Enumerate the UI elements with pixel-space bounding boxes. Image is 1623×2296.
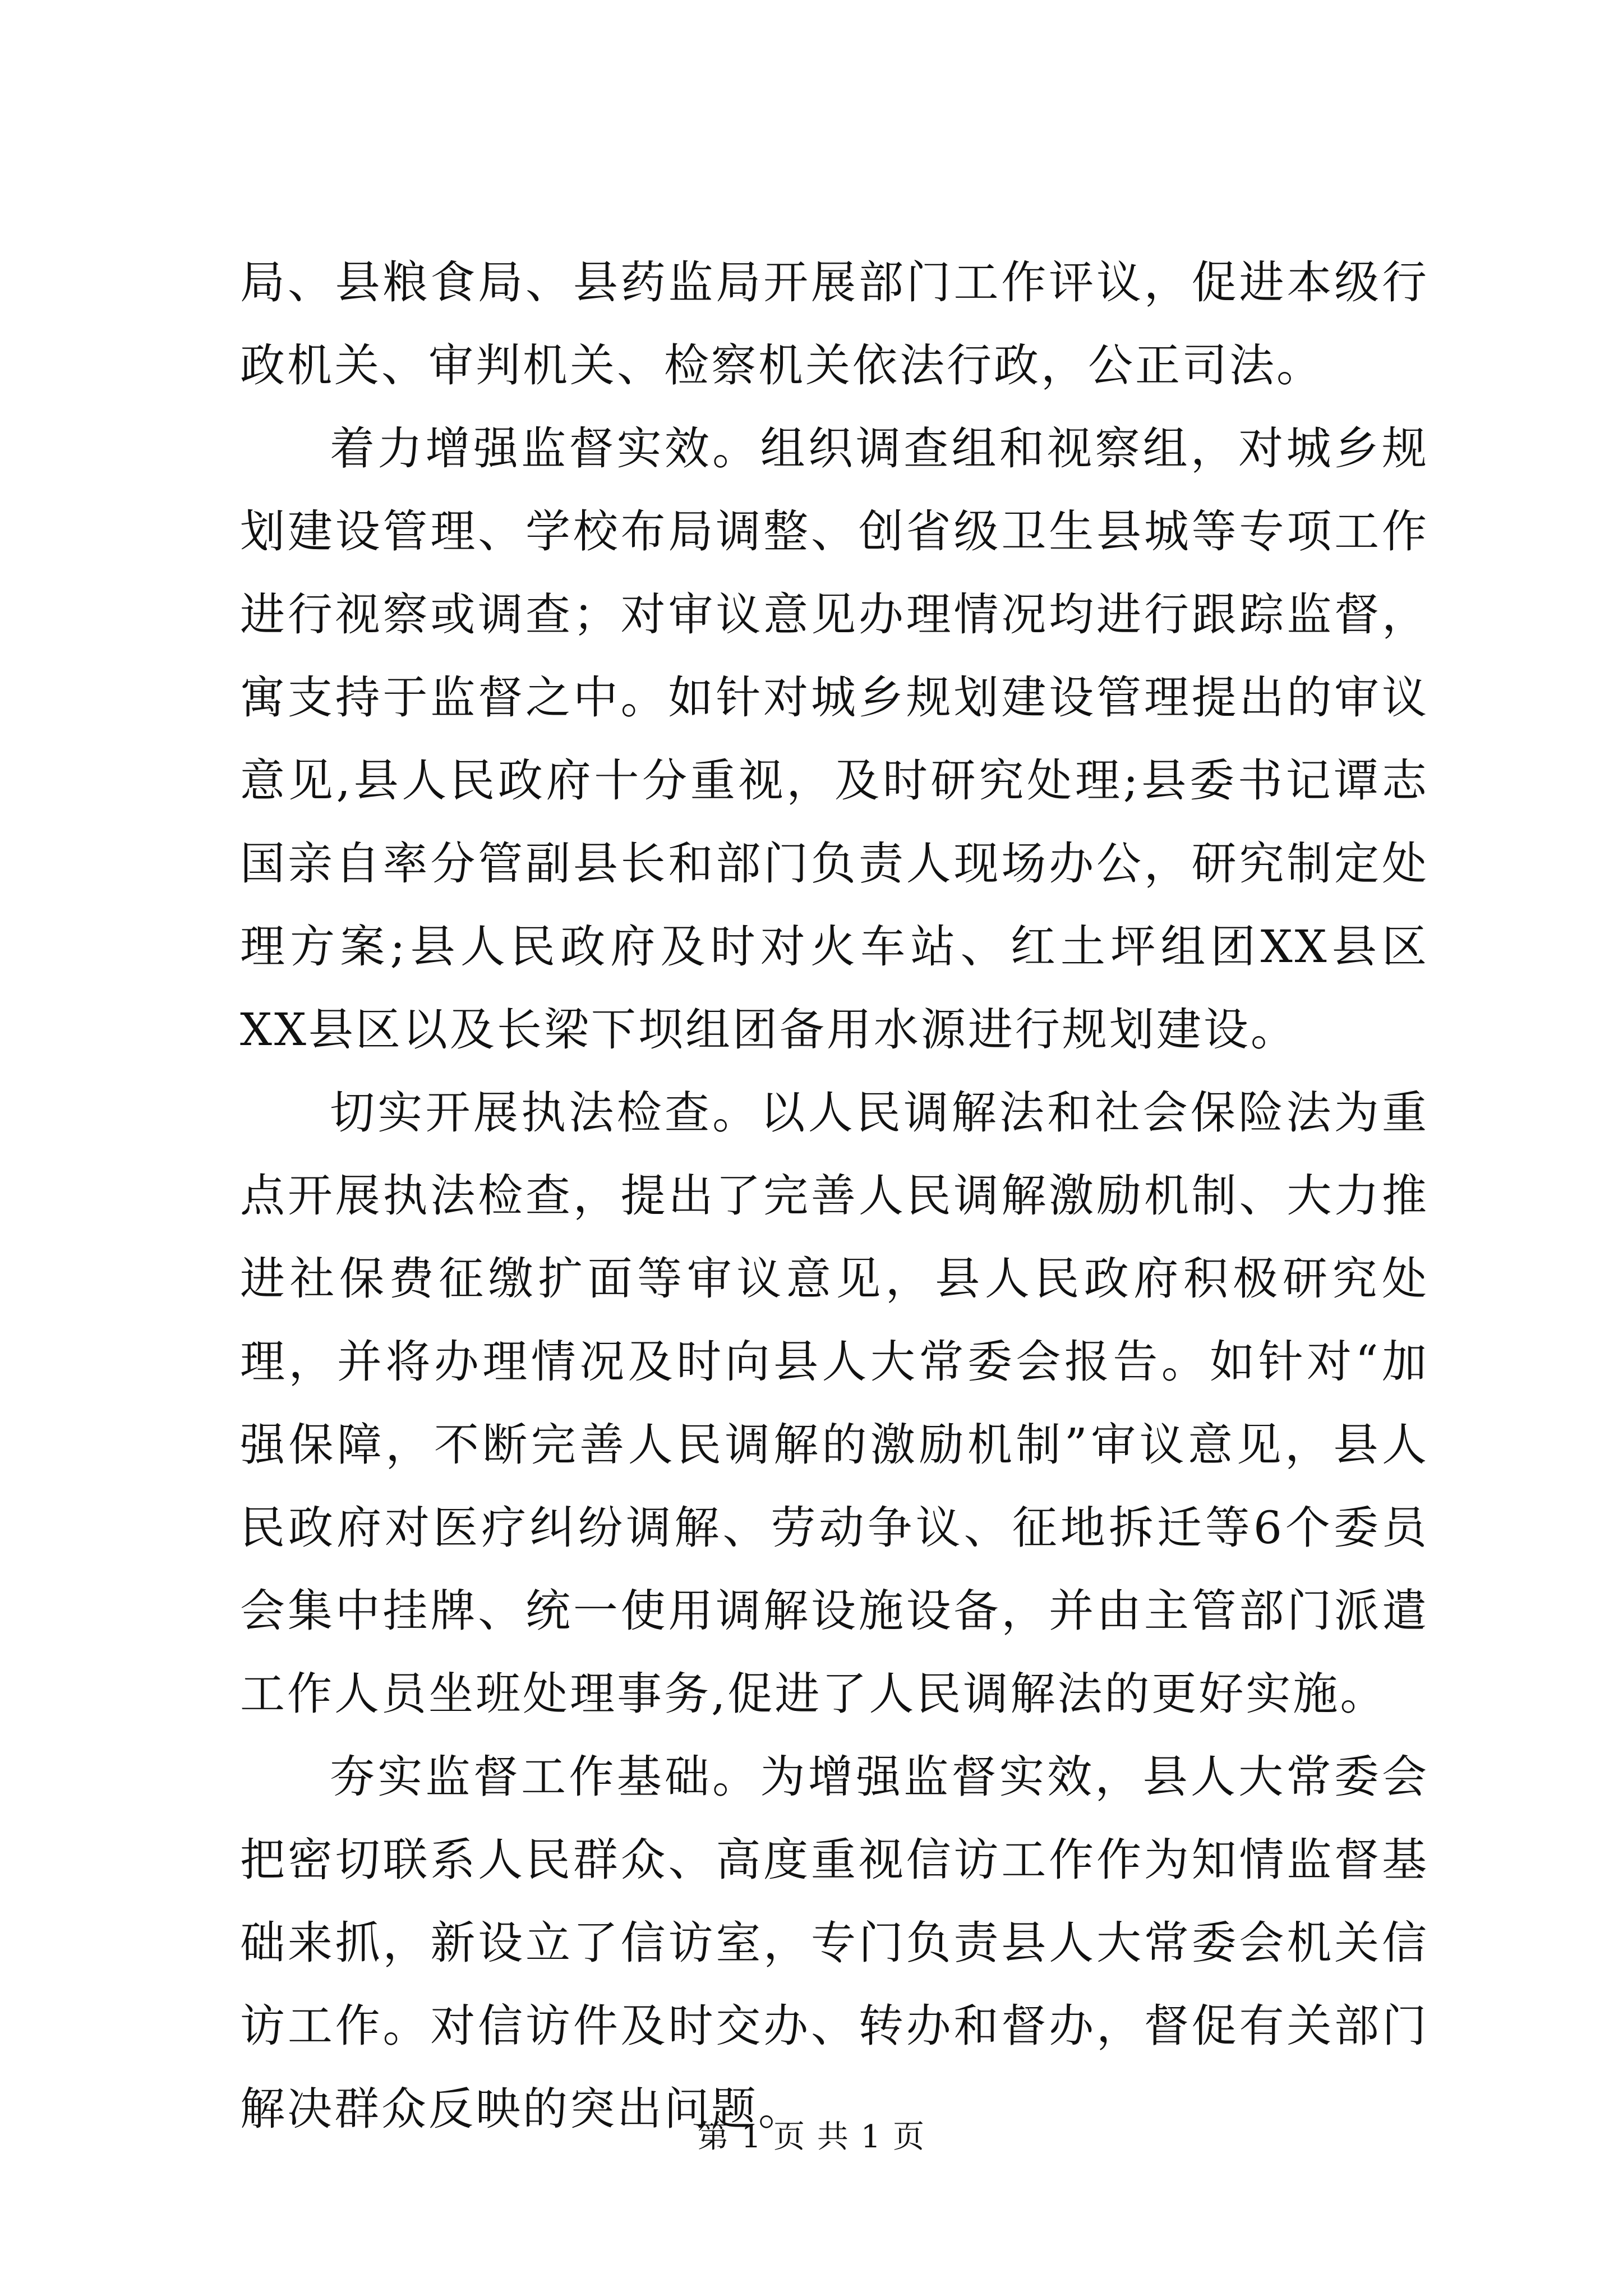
- page-footer: 第 1 页 共 1 页: [697, 2119, 926, 2155]
- paragraph-2: 着力增强监督实效。组织调查组和视察组，对城乡规划建设管理、学校布局调整、创省级卫生县城等专项工作进行视察或调查；对审议意见办理情况均进行跟踪监督，寓支持于监督之中。如针对城乡规划建设管理提出的审议意见,县人民政府十分重视，及时研究处理;县委书记谭志国亲自率分管副县长和部门负责人现场办公，研究制定处理方案;县人民政府及时对火车站、红土坪组团XX县区XX县区以及长梁下坝组团备用水源进行规划建设。: [240, 422, 1429, 1056]
- paragraph-3: 切实开展执法检查。以人民调解法和社会保险法为重点开展执法检查，提出了完善人民调解激励机制、大力推进社保费征缴扩面等审议意见，县人民政府积极研究处理，并将办理情况及时向县人大常委会报告。如针对“加强保障，不断完善人民调解的激励机制”审议意见，县人民政府对医疗纠纷调解、劳动争议、征地拆迁等6个委员会集中挂牌、统一使用调解设施设备，并由主管部门派遣工作人员坐班处理事务,促进了人民调解法的更好实施。: [240, 1087, 1429, 1720]
- document-body: [240, 241, 1429, 2151]
- paragraph-4: 夯实监督工作基础。为增强监督实效，县人大常委会把密切联系人民群众、高度重视信访工作作为知情监督基础来抓，新设立了信访室，专门负责县人大常委会机关信访工作。对信访件及时交办、转办和督办，督促有关部门解决群众反映的突出问题。: [240, 1751, 1429, 2135]
- paragraph-1: 局、县粮食局、县药监局开展部门工作评议，促进本级行政机关、审判机关、检察机关依法行政，公正司法。: [240, 256, 1429, 392]
